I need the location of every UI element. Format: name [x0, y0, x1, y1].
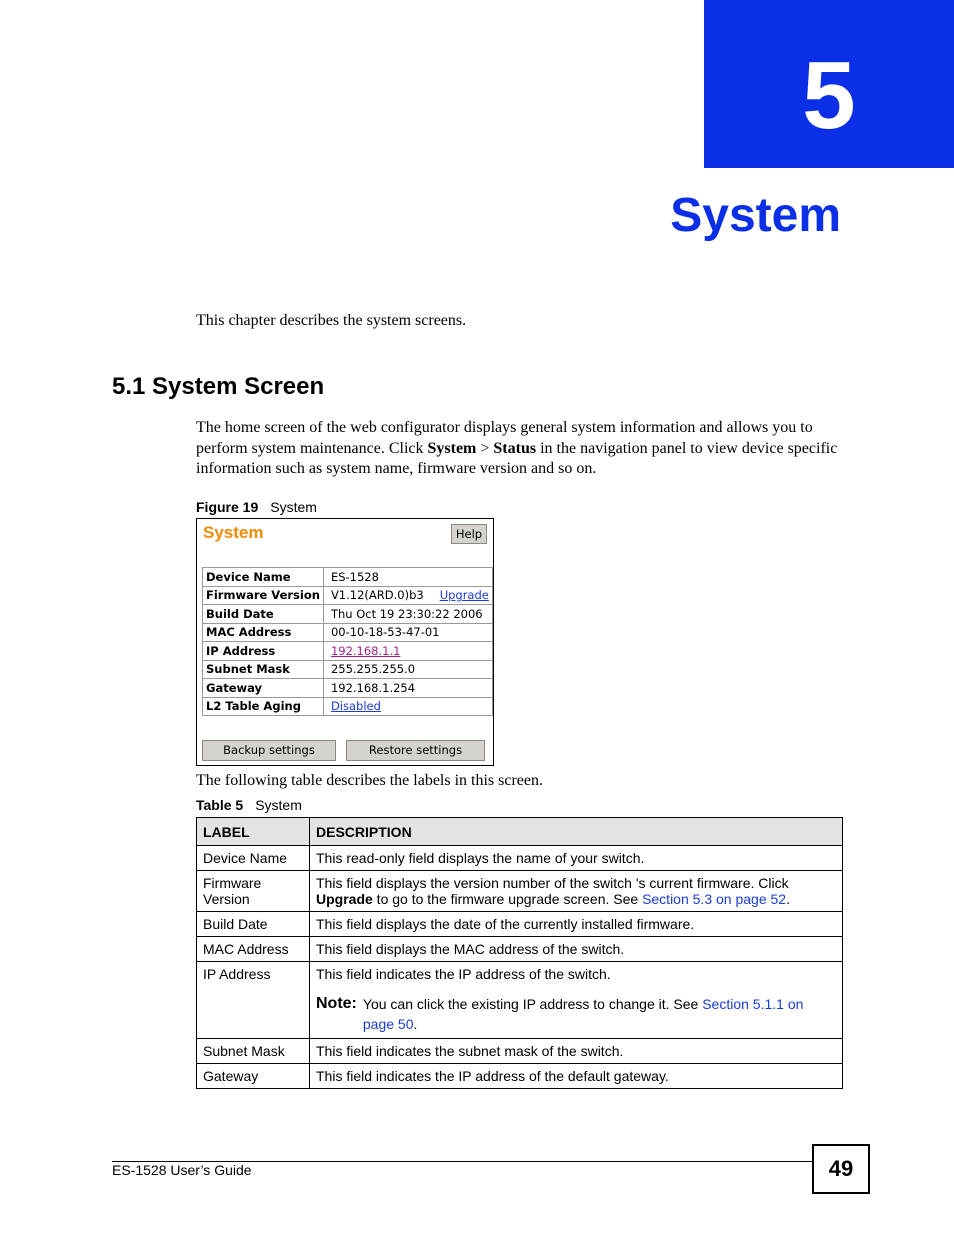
table-row [197, 1039, 843, 1064]
table-caption-label: Table 5 [196, 797, 244, 813]
table-row [197, 937, 843, 962]
table-caption [196, 797, 302, 813]
table-row [203, 697, 493, 716]
note-end: . [413, 1016, 418, 1032]
desc-bold-upgrade: Upgrade [316, 891, 373, 907]
firmware-version-value: V1.12(ARD.0)b3 [330, 588, 424, 603]
header-description: DESCRIPTION [310, 818, 843, 846]
row-label: Subnet Mask [203, 660, 324, 679]
restore-settings-button[interactable]: Restore settings [346, 740, 485, 761]
cell-description: This field displays the MAC address of the switch. [310, 937, 843, 962]
chapter-number-box [704, 0, 954, 168]
upgrade-link[interactable]: Upgrade [439, 588, 489, 603]
table-intro-text: The following table describes the labels in this screen. [196, 772, 544, 789]
cell-label: IP Address [197, 962, 310, 1039]
note-body: You can click the existing IP address to change it. See [362, 996, 703, 1012]
section-heading: 5.1 System Screen [112, 373, 325, 400]
cell-label: Device Name [197, 846, 310, 871]
desc-text: This field displays the version number of the switch 's current firmware. Click [316, 875, 789, 891]
para-text-1: The home screen of the web configurator displays general system information and allows you to perform system maintenance. Click [196, 419, 813, 457]
table-row [197, 846, 843, 871]
table-row [203, 586, 493, 605]
l2-aging-link[interactable]: Disabled [330, 699, 381, 714]
cell-label: MAC Address [197, 937, 310, 962]
system-info-table [202, 567, 493, 716]
cell-description: This field displays the date of the currently installed firmware. [310, 912, 843, 937]
table-row [203, 642, 493, 661]
row-label: IP Address [203, 642, 324, 661]
table-row [197, 912, 843, 937]
para-text-2: in the navigation panel to view device specific information such as system name, firmware version and so on. [196, 439, 838, 477]
note-label: Note: [316, 995, 357, 1012]
section-link[interactable]: Section 5.1.1 on page 50 [362, 996, 804, 1032]
para-bold-system: System [427, 439, 477, 457]
cell-label: Gateway [197, 1064, 310, 1089]
table-row [203, 568, 493, 587]
section-paragraph [196, 418, 846, 480]
table-caption-text: System [255, 797, 302, 813]
row-label: Firmware Version [203, 586, 324, 605]
cell-label: Subnet Mask [197, 1039, 310, 1064]
footer-guide-title: ES-1528 User’s Guide [112, 1162, 252, 1178]
row-label: Build Date [203, 605, 324, 624]
chapter-title: System [670, 189, 841, 242]
table-row [197, 1064, 843, 1089]
system-screen-figure [196, 518, 494, 766]
label-description-table [196, 817, 843, 1089]
help-button[interactable]: Help [451, 524, 487, 544]
table-row [197, 871, 843, 912]
desc-text: This field indicates the IP address of the switch. [316, 966, 611, 982]
row-value: 255.255.255.0 [323, 660, 492, 679]
table-header-row [197, 818, 843, 846]
table-row [203, 679, 493, 698]
row-value: 192.168.1.254 [323, 679, 492, 698]
table-row [203, 605, 493, 624]
cell-label: Firmware Version [197, 871, 310, 912]
para-separator: > [476, 439, 494, 457]
intro-text: This chapter describes the system screens. [196, 312, 467, 329]
row-value [323, 642, 492, 661]
row-value: ES-1528 [323, 568, 492, 587]
table-row [197, 962, 843, 1039]
section-link[interactable]: Section 5.3 on page 52 [642, 891, 787, 907]
backup-settings-button[interactable]: Backup settings [202, 740, 336, 761]
header-label: LABEL [197, 818, 310, 846]
para-bold-status: Status [493, 439, 537, 457]
ip-address-link[interactable]: 192.168.1.1 [330, 643, 401, 658]
figure-caption-text: System [270, 499, 317, 515]
row-label: MAC Address [203, 623, 324, 642]
cell-description [310, 871, 843, 912]
row-label: L2 Table Aging [203, 697, 324, 716]
cell-description [310, 962, 843, 1039]
cell-description: This field indicates the IP address of the default gateway. [310, 1064, 843, 1089]
figure-caption-label: Figure 19 [196, 499, 259, 515]
cell-description: This read-only field displays the name of your switch. [310, 846, 843, 871]
row-label: Device Name [203, 568, 324, 587]
page-number: 49 [812, 1144, 870, 1194]
row-value [323, 586, 492, 605]
row-value [323, 697, 492, 716]
note-text [357, 994, 836, 1034]
row-value: 00-10-18-53-47-01 [323, 623, 492, 642]
row-label: Gateway [203, 679, 324, 698]
screen-title: System [203, 523, 264, 542]
row-value: Thu Oct 19 23:30:22 2006 [323, 605, 492, 624]
note-block [316, 996, 836, 1034]
table-row [203, 660, 493, 679]
cell-label: Build Date [197, 912, 310, 937]
figure-caption [196, 499, 317, 515]
cell-description: This field indicates the subnet mask of the switch. [310, 1039, 843, 1064]
desc-text: to go to the firmware upgrade screen. See [372, 891, 643, 907]
chapter-number: 5 [802, 42, 856, 149]
table-row [203, 623, 493, 642]
desc-end: . [786, 891, 790, 907]
